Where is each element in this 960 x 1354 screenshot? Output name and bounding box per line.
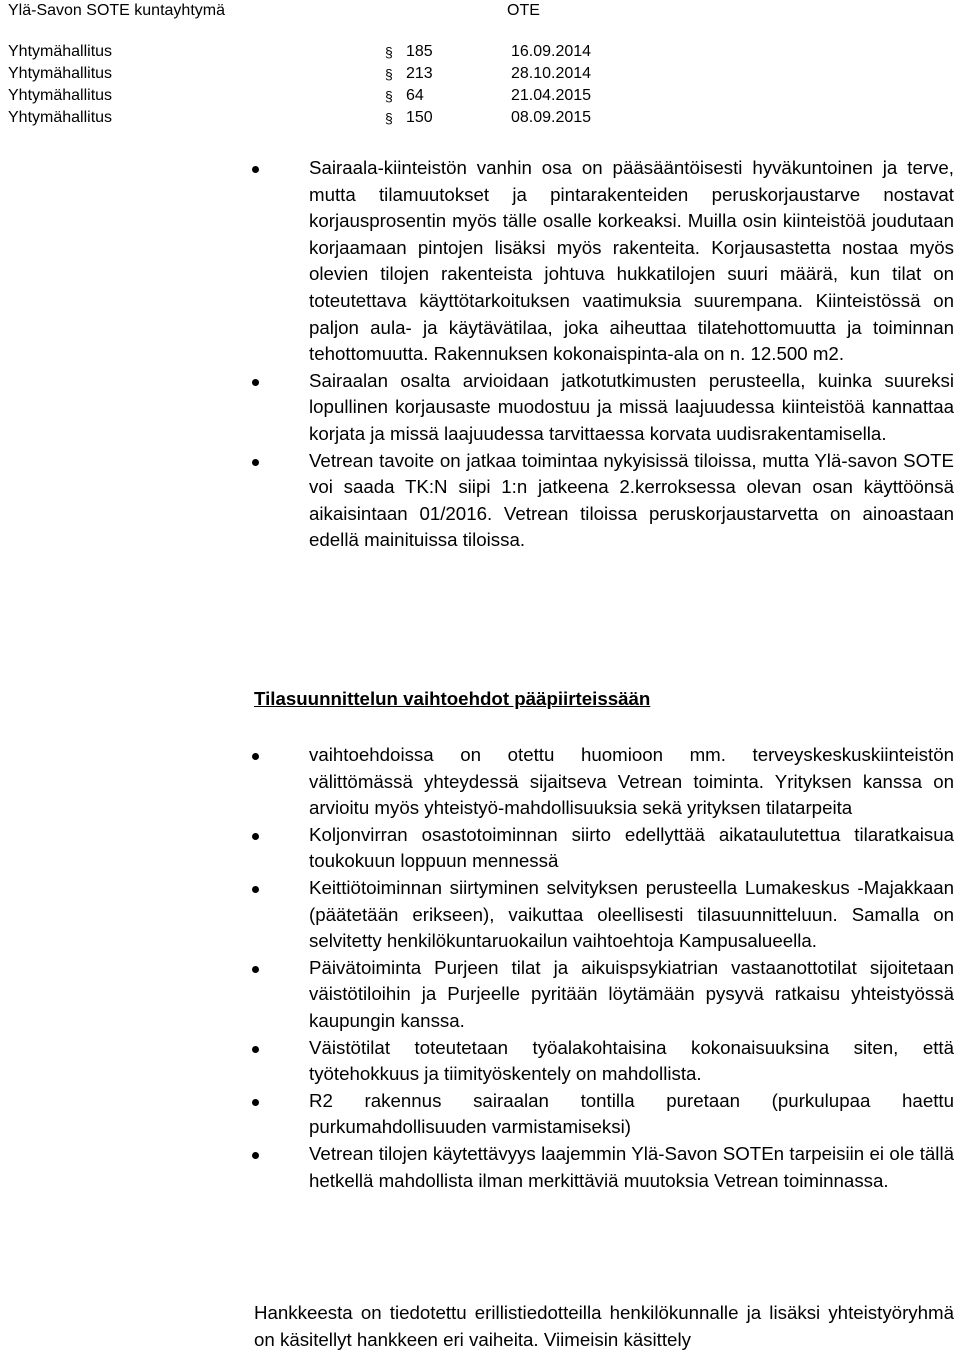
list-item-text: Sairaalan osalta arvioidaan jatkotutkimusten perusteella, kuinka suureksi lopullinen korjausaste muodostuu ja missä laajuudessa kiinteistöä kannattaa korjata ja missä laajuudessa tarvittaessa korvata uudisrakentamisella. <box>309 369 954 444</box>
list-item-text: Vetrean tavoite on jatkaa toimintaa nykyisissä tiloissa, mutta Ylä-savon SOTE voi saada TK:N siipi 1:n jatkeena 2.kerroksessa olevan osan käyttöönsä aikaisintaan 01/2016. Vetrean tiloissa peruskorjaustarvetta on ainoastaan edellä mainituissa tiloissa. <box>309 449 954 551</box>
list-item-text: Väistötilat toteutetaan työalakohtaisina kokonaisuuksina siten, että työtehokkuus ja tiimityöskentely on mahdollista. <box>309 1036 954 1085</box>
list-item <box>0 822 960 875</box>
bullet-icon <box>252 1099 259 1106</box>
bullet-icon <box>252 166 259 173</box>
bullet-icon <box>252 833 259 840</box>
reference-body: Yhtymähallitus <box>8 65 113 82</box>
bullet-icon <box>252 966 259 973</box>
bullet-icon <box>252 886 259 893</box>
reference-body: Yhtymähallitus <box>8 43 113 60</box>
hospital-condition-list <box>0 155 960 554</box>
reference-row <box>8 107 648 129</box>
reference-number: 185 <box>406 43 433 60</box>
planning-options-list <box>0 742 960 1194</box>
list-item-text: Vetrean tilojen käytettävyys laajemmin Ylä-Savon SOTEn tarpeisiin ei ole tällä hetkellä mahdollista ilman merkittäviä muutoksia Vetrean toiminnassa. <box>309 1142 954 1191</box>
section-sign-icon: § <box>385 44 393 60</box>
organization-name: Ylä-Savon SOTE kuntayhtymä <box>8 2 225 19</box>
document-type: OTE <box>507 2 540 19</box>
reference-number: 150 <box>406 109 433 126</box>
list-item-text: R2 rakennus sairaalan tontilla puretaan (purkulupaa haettu purkumahdollisuuden varmistamiseksi) <box>309 1089 954 1138</box>
bullet-icon <box>252 753 259 760</box>
list-item <box>0 1141 960 1194</box>
reference-body: Yhtymähallitus <box>8 109 113 126</box>
list-item-text: Keittiötoiminnan siirtyminen selvityksen perusteella Lumakeskus -Majakkaan (päätetään erikseen), vaikuttaa oleellisesti tilasuunnitteluun. Samalla on selvitetty henkilökuntaruokailun vaihtoehtoja Kampusalueella. <box>309 876 954 952</box>
reference-row <box>8 41 648 63</box>
section-sign-icon: § <box>385 110 393 126</box>
reference-number: 213 <box>406 65 433 82</box>
list-item <box>0 1035 960 1088</box>
list-item <box>0 742 960 822</box>
reference-date: 28.10.2014 <box>511 65 592 82</box>
reference-date: 08.09.2015 <box>511 109 592 126</box>
section-sign-icon: § <box>385 66 393 82</box>
list-item-text: Koljonvirran osastotoiminnan siirto edellyttää aikataulutettua tilaratkaisua toukokuun loppuun mennessä <box>309 823 954 872</box>
list-item <box>0 875 960 955</box>
section-sign-icon: § <box>385 88 393 104</box>
reference-row <box>8 63 648 85</box>
bullet-icon <box>252 379 259 386</box>
list-item-text: vaihtoehdoissa on otettu huomioon mm. terveyskeskuskiinteistön välittömässä yhteydessä sijaitseva Vetrean toiminta. Yrityksen kanssa on arvioitu myös yhteistyö-mahdollisuuksia sekä yrityksen tilatarpeita <box>309 744 954 819</box>
list-item <box>0 955 960 1035</box>
list-item <box>0 368 960 448</box>
list-item-text: Sairaala-kiinteistön vanhin osa on pääsääntöisesti hyväkuntoinen ja terve, mutta tilamuutokset ja pintarakenteiden peruskorjaustarve nostavat korjausprosentin myös tälle osalle korkeaksi. Muilla osin kiinteistöä joudutaan korjaamaan pintojen lisäksi myös rakenteita. Korjausastetta nostaa myös olevien tilojen rakenteista johtuva hukkatilojen suuri määrä, kun tilat on toteutettava käyttötarkoituksen vaatimuksia suurempana. Kiinteistössä on paljon aula- ja käytävätilaa, joka aiheuttaa tilatehottomuutta ja toiminnan tehottomuutta. Rakennuksen kokonaispinta-ala on n. 12.500 m2. <box>309 157 954 365</box>
reference-date: 16.09.2014 <box>511 43 592 60</box>
meeting-references <box>8 41 648 129</box>
reference-body: Yhtymähallitus <box>8 87 113 104</box>
bullet-icon <box>252 1152 259 1159</box>
section-heading: Tilasuunnittelun vaihtoehdot pääpiirteissään <box>254 688 651 709</box>
reference-row <box>8 85 648 107</box>
closing-paragraph: Hankkeesta on tiedotettu erillistiedotteilla henkilökunnalle ja lisäksi yhteistyöryhmä on käsitellyt hankkeen eri vaiheita. Viimeisin käsittely <box>254 1302 954 1350</box>
reference-number: 64 <box>406 87 424 104</box>
list-item <box>0 448 960 554</box>
reference-date: 21.04.2015 <box>511 87 592 104</box>
list-item <box>0 1088 960 1141</box>
bullet-icon <box>252 459 259 466</box>
bullet-icon <box>252 1046 259 1053</box>
list-item-text: Päivätoiminta Purjeen tilat ja aikuispsykiatrian vastaanottotilat sijoitetaan väistötiloihin ja Purjeelle pyritään löytämään pysyvä ratkaisu yhteistyössä kaupungin kanssa. <box>309 956 954 1031</box>
list-item <box>0 155 960 368</box>
